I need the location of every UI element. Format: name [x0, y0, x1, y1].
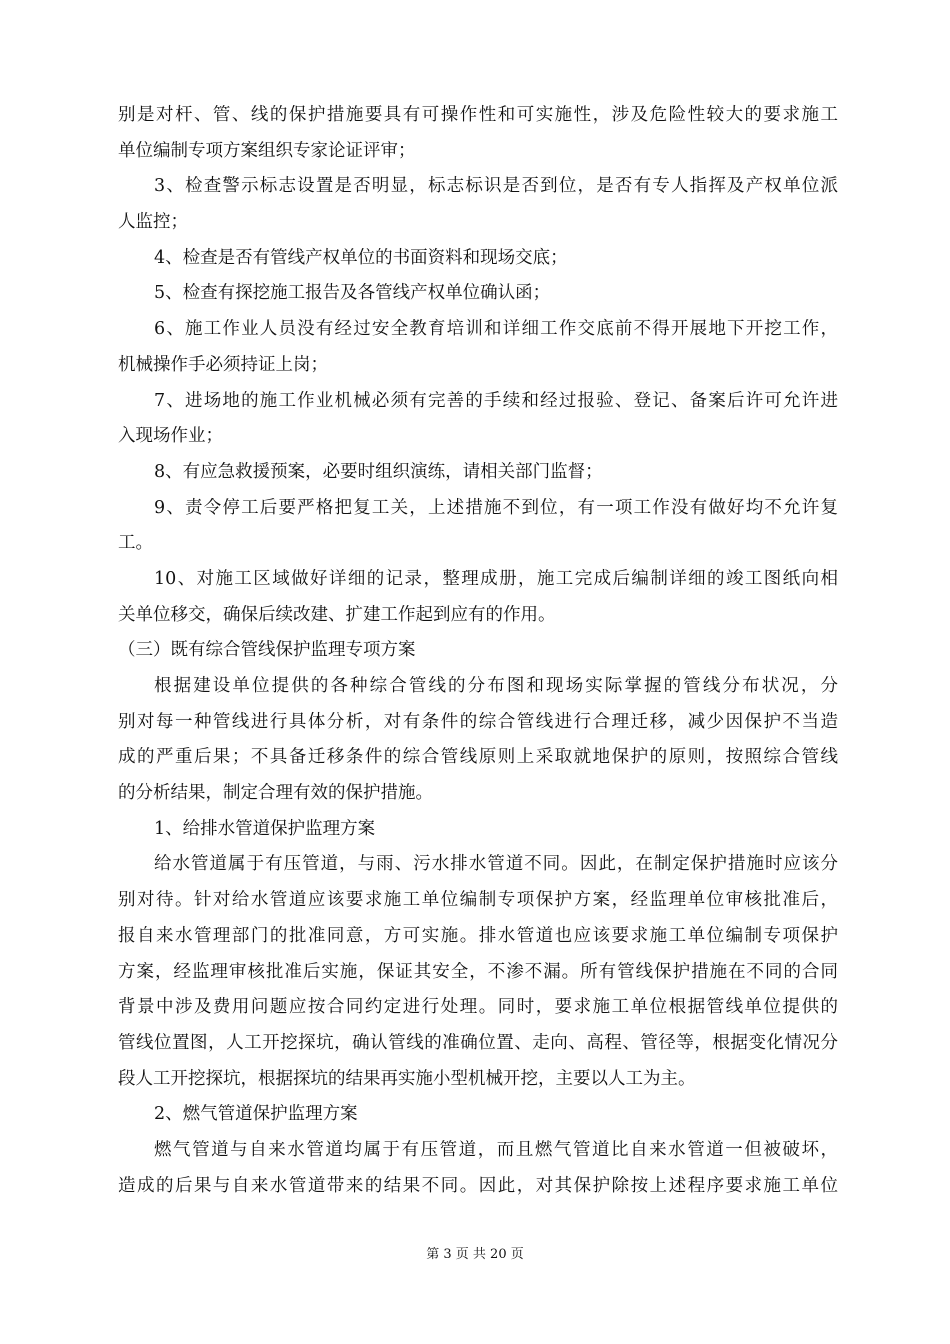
paragraph-line: 造成的后果与自来水管道带来的结果不同。因此，对其保护除按上述程序要求施工单位	[118, 1175, 838, 1196]
paragraph-line: 方案，经监理审核批准后实施，保证其安全，不渗不漏。所有管线保护措施在不同的合同	[118, 961, 838, 982]
list-item-8: 8、有应急救援预案，必要时组织演练，请相关部门监督；	[154, 461, 603, 482]
paragraph-line: 成的严重后果；不具备迁移条件的综合管线原则上采取就地保护的原则，按照综合管线	[118, 747, 838, 768]
subsection-heading: 1、给排水管道保护监理方案	[154, 818, 376, 839]
page-number-footer: 第 3 页 共 20 页	[426, 1247, 524, 1262]
paragraph-line: 别对待。针对给水管道应该要求施工单位编制专项保护方案，经监理单位审核批准后，	[118, 890, 838, 911]
list-item-3: 3、检查警示标志设置是否明显，标志标识是否到位，是否有专人指挥及产权单位派	[154, 176, 838, 197]
paragraph-line: 的分析结果，制定合理有效的保护措施。	[118, 783, 433, 804]
paragraph-line: 管线位置图，人工开挖探坑，确认管线的准确位置、走向、高程、管径等，根据变化情况分	[118, 1032, 838, 1053]
paragraph-line: 段人工开挖探坑，根据探坑的结果再实施小型机械开挖，主要以人工为主。	[118, 1068, 696, 1089]
text-line: 人监控；	[118, 212, 188, 233]
paragraph-line: 根据建设单位提供的各种综合管线的分布图和现场实际掌握的管线分布状况，分	[154, 676, 838, 696]
paragraph-line: 报自来水管理部门的批准同意，方可实施。排水管道也应该要求施工单位编制专项保护	[118, 925, 838, 946]
text-line: 机械操作手必须持证上岗；	[118, 354, 328, 375]
paragraph-line: 别对每一种管线进行具体分析，对有条件的综合管线进行合理迁移，减少因保护不当造	[118, 711, 838, 732]
list-item-9: 9、责令停工后要严格把复工关，上述措施不到位，有一项工作没有做好均不允许复	[154, 497, 838, 518]
text-line: 关单位移交，确保后续改建、扩建工作起到应有的作用。	[118, 604, 556, 625]
list-item-10: 10、对施工区域做好详细的记录，整理成册，施工完成后编制详细的竣工图纸向相	[154, 568, 838, 589]
text-line: 工。	[118, 533, 153, 554]
subsection-heading: 2、燃气管道保护监理方案	[154, 1104, 358, 1125]
text-line: 别是对杆、管、线的保护措施要具有可操作性和可实施性，涉及危险性较大的要求施工	[118, 105, 838, 125]
list-item-6: 6、施工作业人员没有经过安全教育培训和详细工作交底前不得开展地下开挖工作，	[154, 319, 838, 340]
text-line: 单位编制专项方案组织专家论证评审；	[118, 140, 416, 161]
section-heading: （三）既有综合管线保护监理专项方案	[118, 640, 416, 661]
list-item-4: 4、检查是否有管线产权单位的书面资料和现场交底；	[154, 247, 568, 268]
paragraph-line: 给水管道属于有压管道，与雨、污水排水管道不同。因此，在制定保护措施时应该分	[154, 854, 838, 875]
list-item-7: 7、进场地的施工作业机械必须有完善的手续和经过报验、登记、备案后许可允许进	[154, 390, 838, 411]
body-text	[118, 98, 838, 1204]
paragraph-line: 背景中涉及费用问题应按合同约定进行处理。同时，要求施工单位根据管线单位提供的	[118, 997, 838, 1018]
list-item-5: 5、检查有探挖施工报告及各管线产权单位确认函；	[154, 283, 551, 304]
paragraph-line: 燃气管道与自来水管道均属于有压管道，而且燃气管道比自来水管道一但被破坏，	[154, 1139, 838, 1160]
text-line: 入现场作业；	[118, 426, 223, 447]
